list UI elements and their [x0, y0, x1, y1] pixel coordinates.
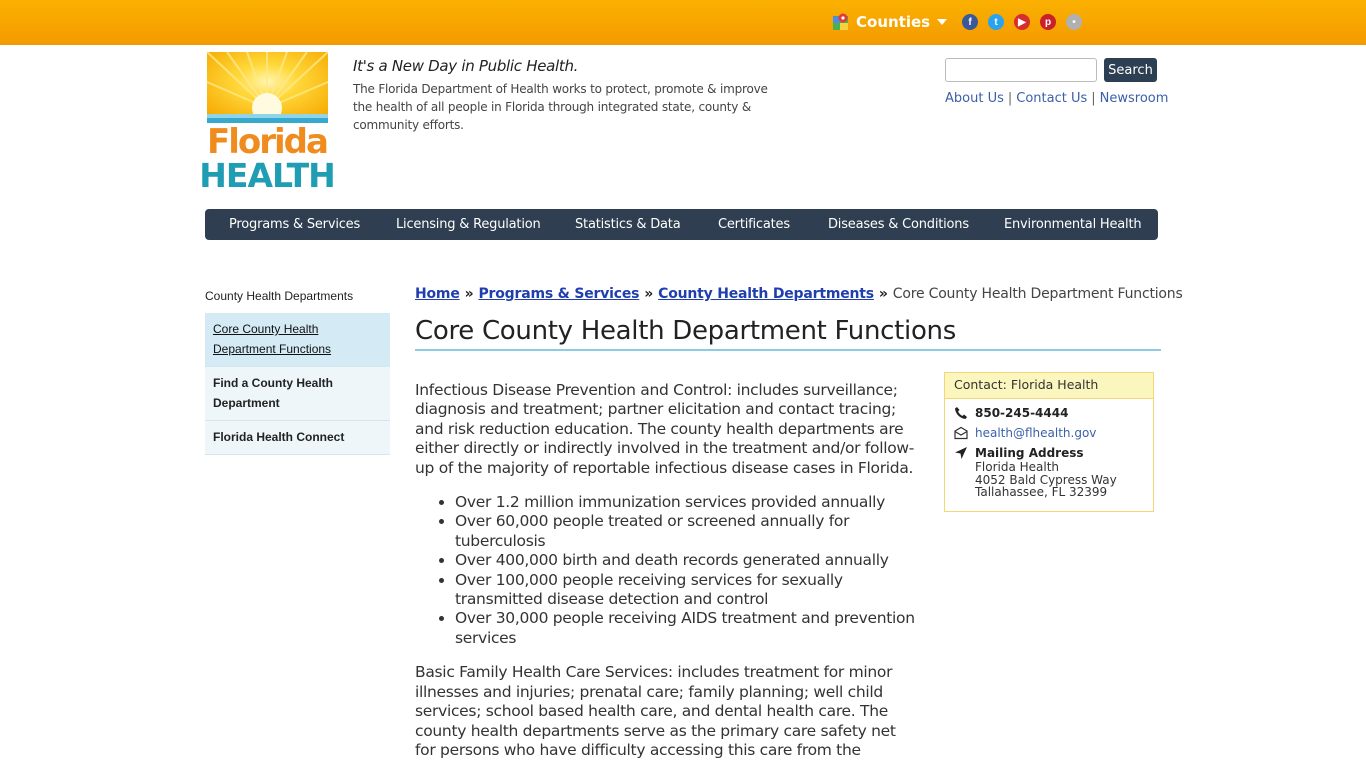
social-links	[962, 14, 1082, 30]
page-title: Core County Health Department Functions	[415, 316, 956, 346]
sidebar-item-find-county[interactable]: Find a County Health Department	[205, 367, 390, 421]
nav-certificates[interactable]: Certificates	[718, 217, 790, 232]
email-link[interactable]: health@flhealth.gov	[975, 426, 1097, 440]
breadcrumb-separator: »	[644, 286, 654, 302]
twitter-icon[interactable]: t	[988, 14, 1004, 30]
top-bar	[0, 0, 1366, 45]
stats-list	[455, 493, 920, 648]
florida-health-logo[interactable]	[199, 52, 335, 195]
separator: |	[1091, 91, 1096, 106]
svg-text:Florida: Florida	[207, 122, 327, 162]
contact-phone	[954, 406, 1068, 420]
tagline-body: The Florida Department of Health works to protect, promote & improve the health of all people in Florida through integrated state, county & community efforts.	[353, 82, 768, 132]
list-item: • Over 1.2 million immunization services provided annually	[455, 493, 920, 512]
list-item: • Over 100,000 people receiving services for sexually transmitted disease detection and control	[455, 571, 920, 610]
breadcrumb-separator: »	[464, 286, 474, 302]
contact-box	[944, 372, 1154, 512]
main-nav	[205, 209, 1158, 240]
counties-dropdown[interactable]	[832, 11, 947, 33]
breadcrumb-current: Core County Health Department Functions	[892, 286, 1183, 302]
sidebar-menu	[205, 313, 390, 455]
newsroom-link[interactable]: Newsroom	[1099, 91, 1169, 106]
email-icon	[954, 426, 968, 440]
nav-diseases-conditions[interactable]: Diseases & Conditions	[828, 217, 969, 232]
mailing-address	[975, 461, 1117, 499]
search-button[interactable]: Search	[1104, 58, 1157, 82]
sidebar-item-health-connect[interactable]: Florida Health Connect	[205, 421, 390, 455]
sidebar-item-core-functions[interactable]: Core County Health Department Functions	[205, 313, 390, 367]
flickr-icon[interactable]: •	[1066, 14, 1082, 30]
facebook-icon[interactable]: f	[962, 14, 978, 30]
youtube-icon[interactable]: ▶	[1014, 14, 1030, 30]
mailing-label: Mailing Address	[975, 446, 1084, 460]
separator: |	[1007, 91, 1013, 106]
contact-mailing	[954, 446, 1084, 460]
breadcrumb-home[interactable]: Home	[415, 286, 460, 302]
address-line: 4052 Bald Cypress Way	[975, 472, 1117, 487]
breadcrumb	[415, 286, 1183, 302]
nav-licensing-regulation[interactable]: Licensing & Regulation	[396, 217, 541, 232]
phone-icon	[954, 406, 968, 420]
contact-email	[954, 426, 1096, 440]
svg-text:HEALTH: HEALTH	[199, 156, 335, 195]
sidebar-title: County Health Departments	[205, 289, 354, 303]
phone-number: 850-245-4444	[975, 406, 1069, 420]
breadcrumb-separator: »	[878, 286, 888, 302]
breadcrumb-county-health[interactable]: County Health Departments	[658, 286, 874, 302]
utility-links	[945, 91, 1168, 106]
counties-label: Counties	[856, 13, 931, 31]
title-divider	[415, 349, 1161, 351]
chevron-down-icon	[937, 19, 947, 25]
search-input[interactable]	[945, 58, 1097, 82]
paragraph-infectious-disease: Infectious Disease Prevention and Control: includes surveillance; diagnosis and treatment; partner elicitation and contact tracing; and risk reduction education. The county health departments are either directly or indirectly involved in the treatment and/or follow-up of the majority of reportable infectious disease cases in Florida.	[415, 381, 915, 477]
about-us-link[interactable]: About Us	[945, 91, 1004, 106]
address-line: Tallahassee, FL 32399	[975, 485, 1108, 499]
nav-statistics-data[interactable]: Statistics & Data	[575, 217, 681, 232]
breadcrumb-programs[interactable]: Programs & Services	[478, 286, 640, 302]
nav-programs-services[interactable]: Programs & Services	[229, 217, 361, 232]
contact-heading: Contact: Florida Health	[945, 373, 1153, 399]
paragraph-family-health: Basic Family Health Care Services: includes treatment for minor illnesses and injuries; prenatal care; family planning; well child services; school based health care, and dental health care. The county health departments serve as the primary care safety net for persons who have difficulty accessing this care from the	[415, 663, 896, 759]
contact-us-link[interactable]: Contact Us	[1016, 91, 1088, 106]
address-line: Florida Health	[975, 460, 1060, 474]
main-content	[415, 381, 920, 775]
map-pin-icon	[832, 13, 850, 31]
list-item: • Over 30,000 people receiving AIDS treatment and prevention services	[455, 609, 920, 648]
pinterest-icon[interactable]: p	[1040, 14, 1056, 30]
nav-environmental-health[interactable]: Environmental Health	[1004, 217, 1142, 232]
list-item: • Over 400,000 birth and death records generated annually	[455, 551, 920, 570]
location-arrow-icon	[954, 446, 968, 460]
tagline-title: It's a New Day in Public Health.	[353, 57, 579, 75]
list-item: • Over 60,000 people treated or screened annually for tuberculosis	[455, 512, 920, 551]
